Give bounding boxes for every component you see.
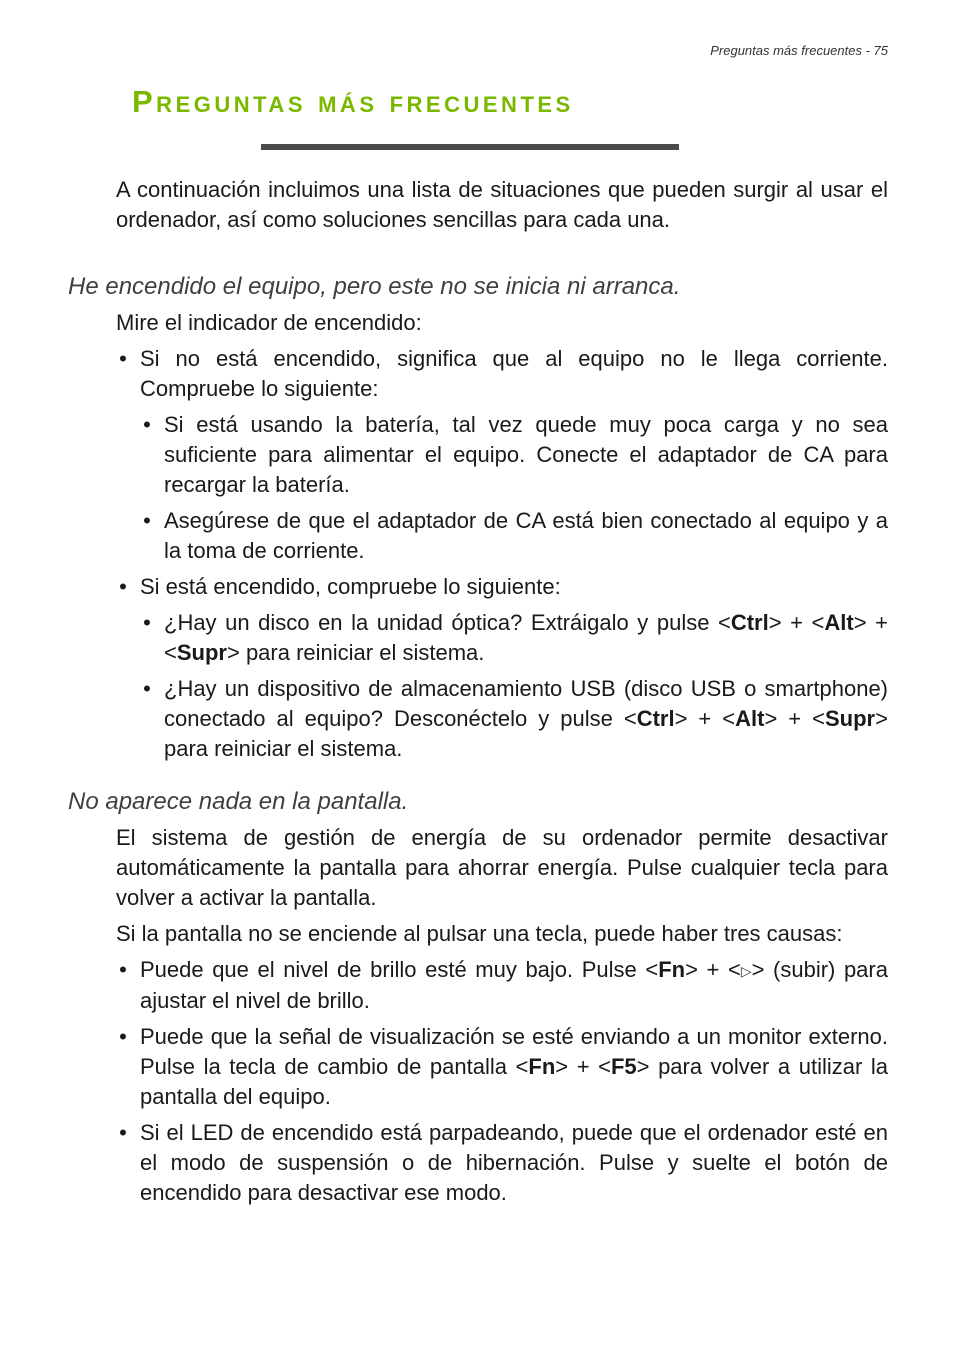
bullet: •: [143, 676, 151, 701]
list-item-usb-device: [143, 674, 888, 764]
page-title: Preguntas más frecuentes: [132, 84, 574, 119]
bullet: •: [143, 412, 151, 437]
list-item-battery-low: [143, 410, 888, 500]
key-ctrl: Ctrl: [730, 610, 769, 635]
power-indicator-lead: Mire el indicador de encendido:: [116, 310, 422, 335]
key-separator: > + <: [555, 1054, 611, 1079]
list-item-text: > para reiniciar el sistema.: [164, 706, 888, 761]
list-item-sleep-mode: [119, 1118, 888, 1208]
key-supr: Supr: [176, 640, 227, 665]
page-content: [0, 175, 954, 1208]
key-supr: Supr: [825, 706, 876, 731]
running-header: Preguntas más frecuentes - 75: [710, 43, 888, 58]
list-item-power-on: [119, 572, 888, 602]
list-item-text: > (subir) para ajustar el nivel de brillo.: [140, 957, 888, 1013]
key-fn: Fn: [658, 957, 686, 982]
list-item-text: Si el LED de encendido está parpadeando, puede que el ordenador esté en el modo de suspensión o de hibernación. Pulse y suelte el botón de encendido para desactivar ese modo.: [140, 1120, 888, 1205]
question-no-start: He encendido el equipo, pero este no se inicia ni arranca.: [68, 273, 681, 300]
display-causes-list: [0, 955, 954, 1208]
key-fn: Fn: [528, 1054, 556, 1079]
list-item-power-off: [119, 344, 888, 404]
key-separator: > + <: [764, 706, 825, 731]
power-management-paragraph: El sistema de gestión de energía de su ordenador permite desactivar automáticamente la pantalla para ahorrar energía. Pulse cualquier tecla para volver a activar la pantalla.: [116, 825, 888, 910]
list-item-brightness: [119, 955, 888, 1016]
question-no-display: No aparece nada en la pantalla.: [68, 788, 409, 815]
bullet: •: [143, 610, 151, 635]
bullet: •: [119, 346, 127, 371]
list-item-text: Si está usando la batería, tal vez quede muy poca carga y no sea suficiente para alimentar el equipo. Conecte el adaptador de CA para recargar la batería.: [164, 412, 888, 497]
key-alt: Alt: [824, 610, 854, 635]
key-separator: > + <: [674, 706, 736, 731]
power-checklist: [0, 344, 954, 764]
list-item-text: Si está encendido, compruebe lo siguiente:: [140, 574, 561, 599]
list-item-text: Asegúrese de que el adaptador de CA está bien conectado al equipo y a la toma de corriente.: [164, 508, 888, 563]
bullet: •: [143, 508, 151, 533]
title-underline: [261, 144, 679, 150]
bullet: •: [119, 574, 127, 599]
list-item-text: > para volver a utilizar la pantalla del equipo.: [140, 1054, 888, 1109]
key-ctrl: Ctrl: [636, 706, 675, 731]
key-f5: F5: [610, 1054, 637, 1079]
brightness-up-icon: ▷: [740, 963, 752, 979]
key-separator: > + <: [685, 957, 741, 982]
key-separator: > + <: [164, 610, 888, 665]
bullet: •: [119, 1120, 127, 1145]
list-item-external-monitor: [119, 1022, 888, 1112]
list-item-text: > para reiniciar el sistema.: [226, 640, 485, 665]
list-item-optical-disc: [143, 608, 888, 668]
bullet: •: [119, 957, 127, 982]
list-item-adapter-connected: [143, 506, 888, 566]
list-item-text: ¿Hay un dispositivo de almacenamiento USB (disco USB o smartphone) conectado al equipo? Desconéctelo y pulse <: [164, 676, 888, 731]
key-alt: Alt: [735, 706, 765, 731]
list-item-text: Puede que la señal de visualización se esté enviando a un monitor externo. Pulse la tecla de cambio de pantalla <: [140, 1024, 888, 1079]
bullet: •: [119, 1024, 127, 1049]
list-item-text: Puede que el nivel de brillo esté muy bajo. Pulse <: [140, 957, 659, 982]
key-separator: > + <: [768, 610, 825, 635]
three-causes-paragraph: Si la pantalla no se enciende al pulsar una tecla, puede haber tres causas:: [116, 921, 843, 946]
list-item-text: Si no está encendido, significa que al equipo no le llega corriente. Compruebe lo siguiente:: [140, 346, 888, 401]
list-item-text: ¿Hay un disco en la unidad óptica? Extráigalo y pulse <: [164, 610, 731, 635]
intro-paragraph: A continuación incluimos una lista de situaciones que pueden surgir al usar el ordenador, así como soluciones sencillas para cada una.: [116, 177, 888, 232]
